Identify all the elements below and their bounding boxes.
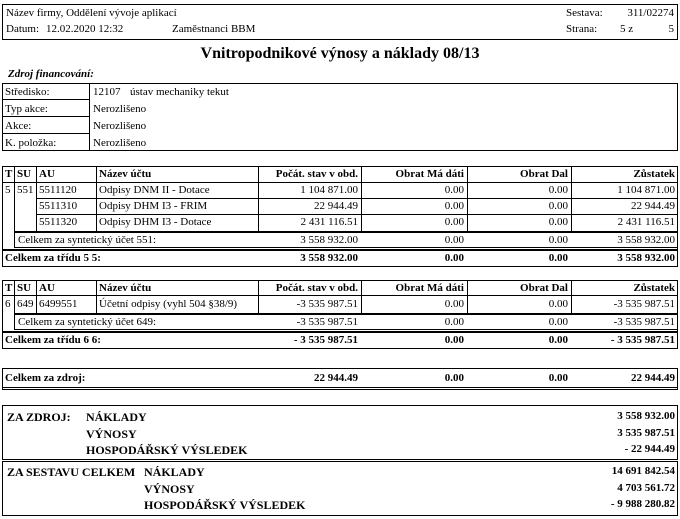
class-total-label: Celkem za třídu 6 6:: [5, 334, 101, 346]
company-name: Název firmy, Oddělení vývoje aplikací: [6, 7, 177, 19]
employees-label: Zaměstnanci BBM: [172, 23, 256, 35]
strana-label: Strana:: [566, 23, 598, 35]
col-header-name: Název účtu: [99, 168, 152, 180]
subtotal-start: -3 535 987.51: [296, 316, 358, 328]
row-debit: 0.00: [444, 216, 464, 228]
col-header-start: Počát. stav v obd.: [275, 168, 358, 180]
col-header-balance: Zůstatek: [633, 282, 675, 294]
summary-total-label: ZA SESTAVU CELKEM: [7, 465, 136, 479]
row-credit: 0.00: [548, 298, 568, 310]
class-total-credit: 0.00: [548, 334, 568, 346]
summary-source-label: ZA ZDROJ:: [7, 410, 71, 424]
row-balance: 22 944.49: [631, 200, 675, 212]
class-total-start: - 3 535 987.51: [293, 334, 358, 346]
class-total-balance: - 3 535 987.51: [610, 334, 675, 346]
row-debit: 0.00: [444, 298, 464, 310]
summary-total-vynosy-label: VÝNOSY: [144, 482, 195, 496]
col-header-au: AU: [39, 282, 55, 294]
row-start: -3 535 987.51: [296, 298, 358, 310]
subtotal-bottom-line: [14, 247, 678, 248]
subtotal-line: [14, 231, 678, 233]
summary-total-hv-value: - 9 988 280.82: [610, 498, 675, 510]
financing-source-label: Zdroj financování:: [8, 68, 94, 80]
col-line: [14, 280, 15, 329]
col-header-start: Počát. stav v obd.: [275, 282, 358, 294]
source-total-credit: 0.00: [548, 372, 568, 384]
row-line: [37, 198, 678, 199]
col-header-credit: Obrat Dal: [520, 168, 568, 180]
row-debit: 0.00: [444, 200, 464, 212]
class-total-debit: 0.00: [444, 252, 464, 264]
row-start: 1 104 871.00: [300, 184, 358, 196]
subtotal-credit: 0.00: [548, 316, 568, 328]
class-total-line: [2, 331, 678, 333]
col-line: [258, 166, 259, 231]
sestava-value: 311/02274: [627, 7, 674, 19]
summary-total-vynosy-value: 4 703 561.72: [617, 482, 675, 494]
subtotal-start: 3 558 932.00: [300, 234, 358, 246]
summary-total-naklady-label: NÁKLADY: [144, 465, 205, 479]
col-header-t: T: [5, 282, 13, 294]
info-row-line: [2, 133, 89, 134]
col-line: [361, 280, 362, 313]
row-name: Odpisy DHM I3 - Dotace: [99, 216, 212, 228]
subtotal-bottom-line: [14, 329, 678, 330]
summary-total-hv-label: HOSPODÁŘSKÝ VÝSLEDEK: [144, 498, 306, 512]
col-header-balance: Zůstatek: [633, 168, 675, 180]
col-line: [467, 166, 468, 231]
subtotal-label: Celkem za syntetický účet 551:: [18, 234, 157, 246]
table-header-line: [2, 295, 678, 296]
source-total-start: 22 944.49: [314, 372, 358, 384]
col-header-debit: Obrat Má dáti: [395, 168, 464, 180]
source-total-label: Celkem za zdroj:: [5, 372, 86, 384]
row-balance: 1 104 871.00: [617, 184, 675, 196]
class-total-label: Celkem za třídu 5 5:: [5, 252, 101, 264]
row-credit: 0.00: [548, 184, 568, 196]
source-total-line: [2, 387, 678, 388]
info-code-stredisko: 12107: [93, 86, 121, 98]
strana-value: 5 z: [620, 23, 634, 35]
col-header-au: AU: [39, 168, 55, 180]
row-balance: -3 535 987.51: [613, 298, 675, 310]
date-value: 12.02.2020 12:32: [46, 23, 124, 35]
col-line: [14, 166, 15, 247]
row-class: 6: [5, 298, 11, 310]
summary-source-vynosy-value: 3 535 987.51: [617, 427, 675, 439]
info-value-akce: Nerozlišeno: [93, 120, 147, 132]
col-header-name: Název účtu: [99, 282, 152, 294]
strana-total: 5: [668, 23, 674, 35]
subtotal-balance: -3 535 987.51: [613, 316, 675, 328]
info-label-k-polozka: K. položka:: [5, 137, 57, 149]
info-divider: [89, 83, 90, 151]
date-label: Datum:: [6, 23, 39, 35]
col-header-credit: Obrat Dal: [520, 282, 568, 294]
subtotal-balance: 3 558 932.00: [617, 234, 675, 246]
info-value-k-polozka: Nerozlišeno: [93, 137, 147, 149]
col-header-su: SU: [17, 282, 32, 294]
col-header-t: T: [5, 168, 13, 180]
col-line: [96, 280, 97, 313]
row-balance: 2 431 116.51: [617, 216, 675, 228]
info-row-line: [2, 116, 89, 117]
info-label-akce: Akce:: [5, 120, 32, 132]
row-au: 5511310: [39, 200, 78, 212]
summary-source-naklady-label: NÁKLADY: [86, 410, 147, 424]
class-total-start: 3 558 932.00: [300, 252, 358, 264]
summary-source-naklady-value: 3 558 932.00: [617, 410, 675, 422]
info-label-typ-akce: Typ akce:: [5, 103, 48, 115]
row-su: 649: [17, 298, 34, 310]
row-class: 5: [5, 184, 11, 196]
summary-source-vynosy-label: VÝNOSY: [86, 427, 137, 441]
row-name: Odpisy DNM II - Dotace: [99, 184, 210, 196]
summary-total-naklady-value: 14 691 842.54: [611, 465, 675, 477]
col-line: [258, 280, 259, 313]
subtotal-debit: 0.00: [444, 234, 464, 246]
subtotal-credit: 0.00: [548, 234, 568, 246]
col-line: [361, 166, 362, 231]
row-line: [37, 214, 678, 215]
source-total-debit: 0.00: [444, 372, 464, 384]
source-total-balance: 22 944.49: [631, 372, 675, 384]
class-total-balance: 3 558 932.00: [617, 252, 675, 264]
row-au: 5511120: [39, 184, 77, 196]
summary-source-hv-value: - 22 944.49: [624, 443, 675, 455]
class-total-credit: 0.00: [548, 252, 568, 264]
row-start: 22 944.49: [314, 200, 358, 212]
class-total-line: [2, 249, 678, 251]
col-line: [36, 166, 37, 231]
col-header-debit: Obrat Má dáti: [395, 282, 464, 294]
row-credit: 0.00: [548, 200, 568, 212]
row-au: 6499551: [39, 298, 78, 310]
info-label-stredisko: Středisko:: [5, 86, 50, 98]
report-title: Vnitropodnikové výnosy a náklady 08/13: [200, 45, 480, 62]
class-total-debit: 0.00: [444, 334, 464, 346]
col-line: [467, 280, 468, 313]
sestava-label: Sestava:: [566, 7, 603, 19]
subtotal-label: Celkem za syntetický účet 649:: [18, 316, 157, 328]
row-name: Účetní odpisy (vyhl 504 §38/9): [99, 298, 238, 310]
col-line: [36, 280, 37, 313]
table-header-line: [2, 182, 678, 183]
subtotal-line: [14, 313, 678, 315]
info-value-typ-akce: Nerozlišeno: [93, 103, 147, 115]
info-value-stredisko: ústav mechaniky tekut: [130, 86, 229, 98]
row-credit: 0.00: [548, 216, 568, 228]
row-debit: 0.00: [444, 184, 464, 196]
row-name: Odpisy DHM I3 - FRIM: [99, 200, 208, 212]
row-su: 551: [17, 184, 34, 196]
col-line: [96, 166, 97, 231]
subtotal-debit: 0.00: [444, 316, 464, 328]
info-row-line: [2, 99, 89, 100]
summary-source-hv-label: HOSPODÁŘSKÝ VÝSLEDEK: [86, 443, 248, 457]
col-line: [571, 280, 572, 313]
row-au: 5511320: [39, 216, 78, 228]
row-start: 2 431 116.51: [300, 216, 358, 228]
col-header-su: SU: [17, 168, 32, 180]
col-line: [571, 166, 572, 231]
